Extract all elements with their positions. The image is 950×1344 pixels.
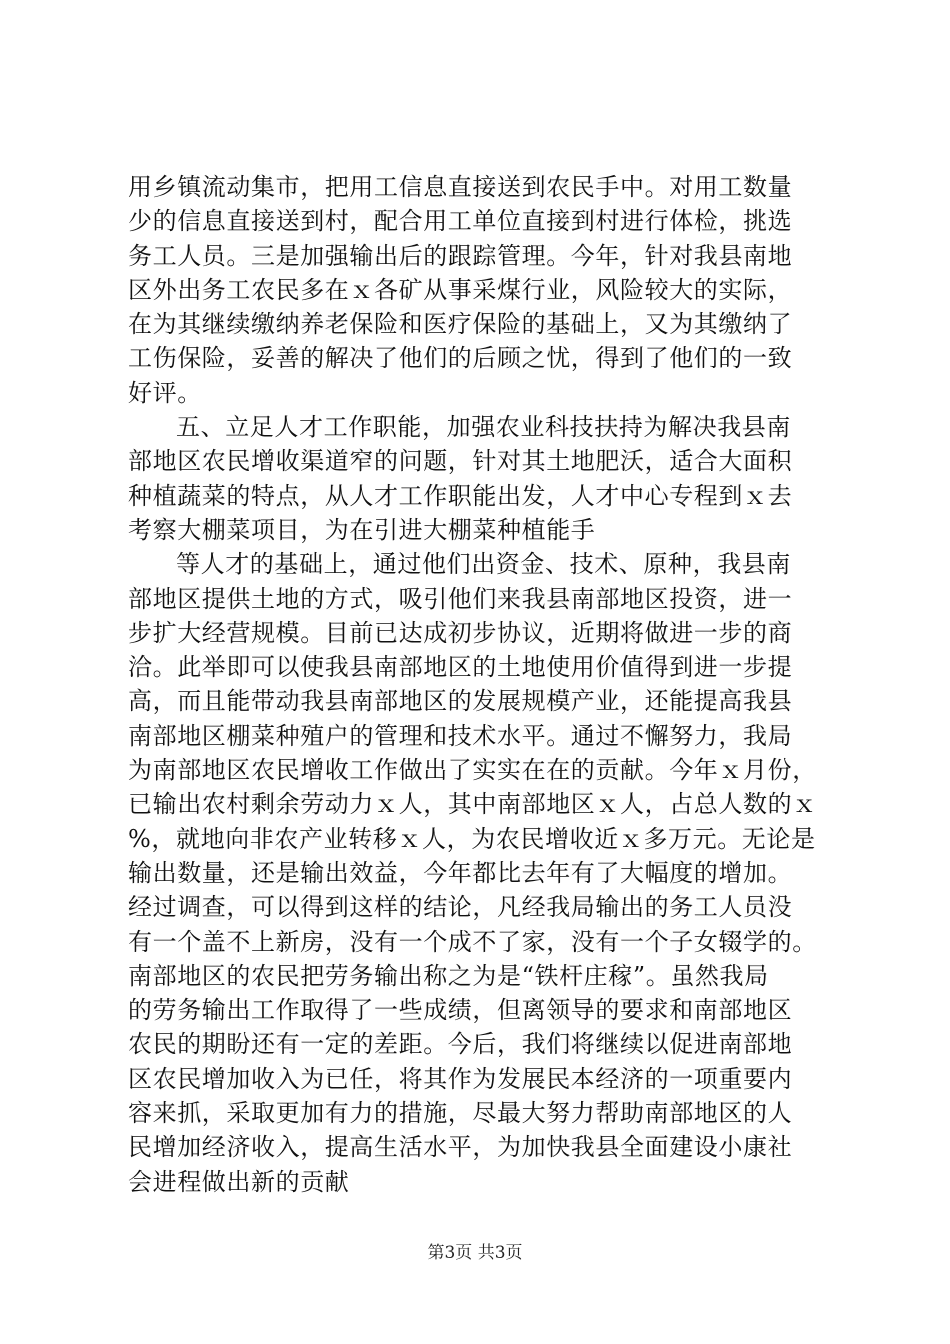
text-line: 经过调查，可以得到这样的结论，凡经我局输出的务工人员没 (128, 893, 793, 922)
text-line: 输出数量，还是输出效益，今年都比去年有了大幅度的增加。 (128, 858, 793, 887)
text-line: 的劳务输出工作取得了一些成绩，但离领导的要求和南部地区 (128, 996, 793, 1025)
text-line: 为南部地区农民增收工作做出了实实在在的贡献。今年ｘ月份， (128, 756, 817, 785)
text-line: 好评。 (128, 378, 202, 407)
text-line: 民增加经济收入，提高生活水平，为加快我县全面建设小康社 (128, 1133, 793, 1162)
page-number-footer: 第3页 共3页 (427, 1243, 523, 1263)
text-line: 已输出农村剩余劳动力ｘ人，其中南部地区ｘ人，占总人数的ｘ (128, 790, 817, 819)
text-line: 务工人员。三是加强输出后的跟踪管理。今年，针对我县南地 (128, 241, 793, 270)
text-line: 少的信息直接送到村，配合用工单位直接到村进行体检，挑选 (128, 207, 793, 236)
text-line: 会进程做出新的贡献 (128, 1167, 350, 1196)
body-text (128, 170, 828, 1199)
paragraph-start-line: 等人才的基础上，通过他们出资金、技术、原种，我县南 (176, 550, 791, 579)
text-line: 工伤保险，妥善的解决了他们的后顾之忧，得到了他们的一致 (128, 344, 793, 373)
text-line: 南部地区棚菜种殖户的管理和技术水平。通过不懈努力，我局 (128, 721, 793, 750)
text-line: 种植蔬菜的特点，从人才工作职能出发，人才中心专程到ｘ去 (128, 481, 793, 510)
text-line: 考察大棚菜项目，为在引进大棚菜种植能手 (128, 515, 596, 544)
text-line: 在为其继续缴纳养老保险和医疗保险的基础上，又为其缴纳了 (128, 310, 793, 339)
text-line: 农民的期盼还有一定的差距。今后，我们将继续以促进南部地 (128, 1030, 793, 1059)
text-line: 区外出务工农民多在ｘ各矿从事采煤行业，风险较大的实际， (128, 275, 793, 304)
text-line: 南部地区的农民把劳务输出称之为是“铁杆庄稼”。虽然我局 (128, 961, 769, 990)
text-line: 容来抓，采取更加有力的措施，尽最大努力帮助南部地区的人 (128, 1099, 793, 1128)
text-line: %，就地向非农产业转移ｘ人，为农民增收近ｘ多万元。无论是 (128, 824, 816, 853)
text-line: 部地区农民增收渠道窄的问题，针对其土地肥沃，适合大面积 (128, 447, 793, 476)
text-line: 步扩大经营规模。目前已达成初步协议，近期将做进一步的商 (128, 618, 793, 647)
text-line: 区农民增加收入为已任，将其作为发展民本经济的一项重要内 (128, 1064, 793, 1093)
text-line: 洽。此举即可以使我县南部地区的土地使用价值得到进一步提 (128, 653, 793, 682)
text-line: 高，而且能带动我县南部地区的发展规模产业，还能提高我县 (128, 687, 793, 716)
text-line: 用乡镇流动集市，把用工信息直接送到农民手中。对用工数量 (128, 173, 793, 201)
text-line: 有一个盖不上新房，没有一个成不了家，没有一个子女辍学的。 (128, 927, 817, 956)
text-line: 部地区提供土地的方式，吸引他们来我县南部地区投资，进一 (128, 584, 793, 613)
paragraph-start-line: 五、立足人才工作职能，加强农业科技扶持为解决我县南 (176, 413, 791, 442)
